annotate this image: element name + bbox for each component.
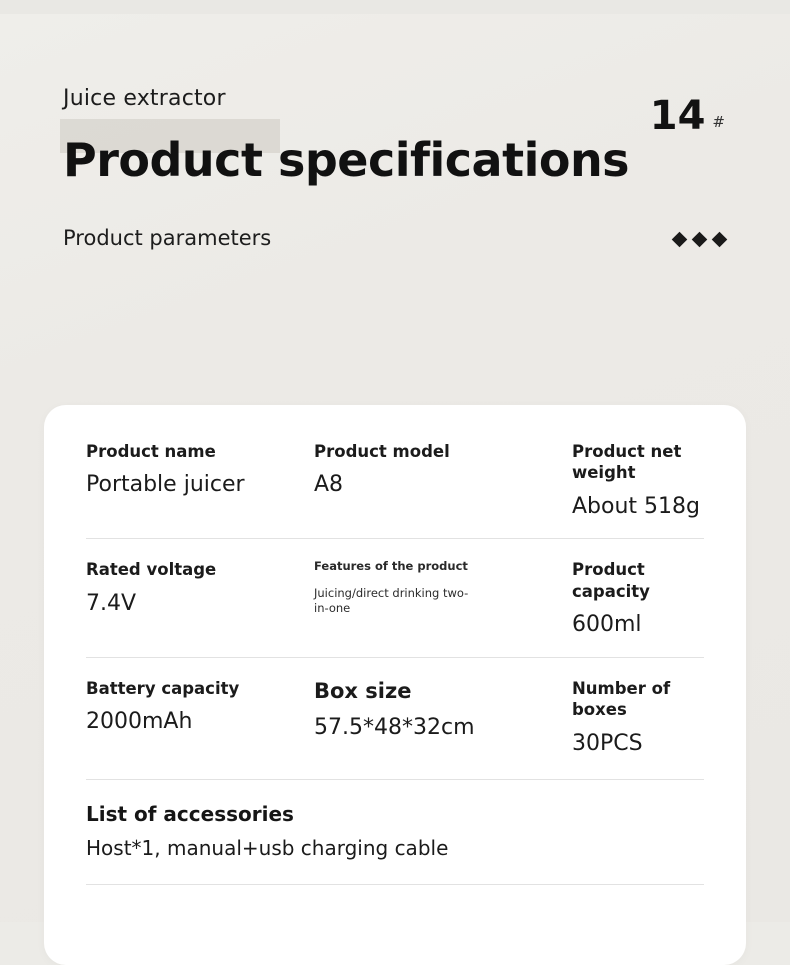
page-title xyxy=(63,134,629,187)
spec-label: Number of boxes xyxy=(572,678,671,720)
accessories-section xyxy=(86,800,704,885)
page-number: 14 xyxy=(649,93,706,140)
spec-row xyxy=(86,678,704,780)
eyebrow-text: Juice extractor xyxy=(63,86,226,111)
spec-cell xyxy=(86,559,314,638)
accessories-value: Host*1, manual+usb charging cable xyxy=(86,836,449,861)
spec-label: Product net weight xyxy=(572,442,682,483)
diamond-icon xyxy=(672,232,688,248)
hash-symbol: # xyxy=(712,113,725,132)
spec-row xyxy=(86,441,704,539)
spec-label: Battery capacity xyxy=(86,678,240,698)
spec-row xyxy=(86,559,704,657)
page-title-text: Product specifications xyxy=(63,133,630,188)
spec-value: Juicing/direct drinking two-in-one xyxy=(314,586,469,615)
spec-cell xyxy=(314,678,572,757)
top-strip xyxy=(0,0,790,14)
spec-cell xyxy=(572,559,704,638)
spec-label: Features of the product xyxy=(314,559,468,574)
spec-value: 600ml xyxy=(572,612,642,638)
spec-label: Rated voltage xyxy=(86,560,217,580)
diamond-icon xyxy=(712,232,728,248)
spec-value: 57.5*48*32cm xyxy=(314,715,475,741)
spec-value: Portable juicer xyxy=(86,472,245,498)
spec-label: Product capacity xyxy=(572,560,650,601)
diamond-icon xyxy=(692,232,708,248)
spec-value: A8 xyxy=(314,472,344,498)
spec-label: Box size xyxy=(314,678,412,703)
specifications-card xyxy=(44,405,746,965)
accessories-label: List of accessories xyxy=(86,802,294,827)
subtitle-row xyxy=(63,226,743,260)
spec-cell xyxy=(314,441,572,520)
spec-cell xyxy=(86,678,314,757)
specifications-content xyxy=(44,405,746,885)
page-number-badge xyxy=(649,93,725,140)
spec-cell xyxy=(572,678,704,757)
spec-value: About 518g xyxy=(572,493,700,519)
spec-value: 7.4V xyxy=(86,590,137,616)
spec-cell xyxy=(314,559,572,638)
spec-cell xyxy=(572,441,704,520)
page-subtitle: Product parameters xyxy=(63,226,272,251)
page-header xyxy=(63,86,743,260)
spec-label: Product name xyxy=(86,442,216,461)
diamond-decoration xyxy=(674,234,725,245)
accessories-divider xyxy=(86,884,704,885)
spec-cell xyxy=(86,441,314,520)
spec-value: 2000mAh xyxy=(86,709,193,735)
spec-label: Product model xyxy=(314,442,450,461)
spec-value: 30PCS xyxy=(572,730,643,756)
